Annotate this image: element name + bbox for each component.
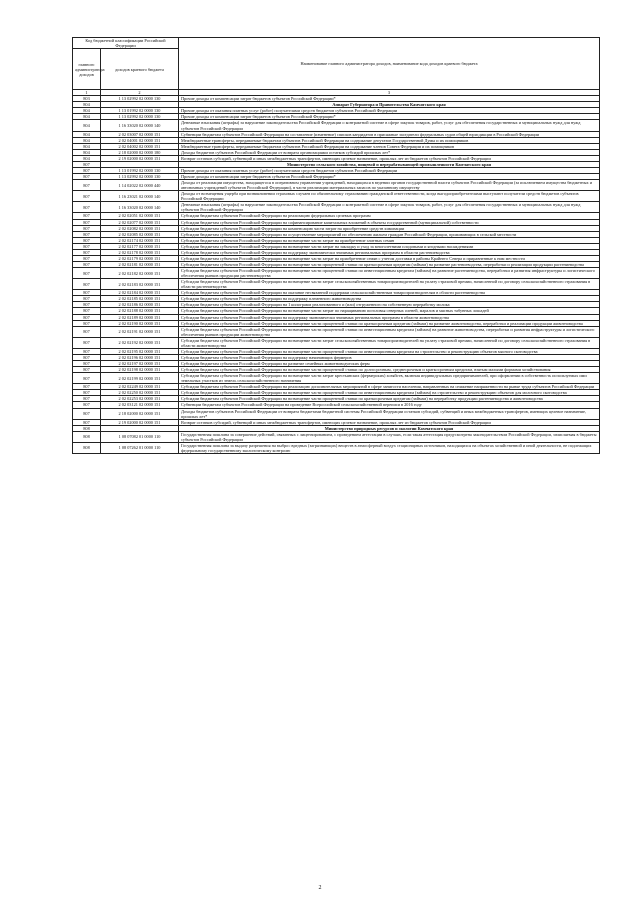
- table-row: [73, 348, 600, 354]
- revenue-code-cell: 1 14 02022 02 0000 440: [101, 180, 179, 191]
- admin-code-cell: 803: [73, 96, 101, 102]
- admin-code-cell: 807: [73, 361, 101, 367]
- page-number: 2: [318, 885, 322, 891]
- admin-code-cell: 804: [73, 108, 101, 114]
- table-row: [73, 337, 600, 348]
- admin-code-cell: 807: [73, 354, 101, 360]
- revenue-code-cell: 1 13 02992 02 0000 130: [101, 174, 179, 180]
- revenue-name-cell: Субсидии бюджетам субъектов Российской Федерации на поддержку экономически значимых региональных программ в области животноводства: [179, 314, 600, 320]
- revenue-name-cell: Прочие доходы от компенсации затрат бюджетов субъектов Российской Федерации*: [179, 114, 600, 120]
- table-row: [73, 442, 600, 453]
- revenue-name-cell: Субсидии бюджетам субъектов Российской Федерации на осуществление мероприятий по обеспечению жильем граждан Российской Федерации, проживающих в сельской местности: [179, 231, 600, 237]
- revenue-name-cell: Субсидии бюджетам субъектов Российской Федерации на оказание несвязанной поддержки сельскохозяйственным товаропроизводителям в области растениеводства: [179, 290, 600, 296]
- revenue-name-cell: Прочие доходы от компенсации затрат бюджетов субъектов Российской Федерации*: [179, 174, 600, 180]
- revenue-name-cell: Государственная пошлина за выдачу разрешения на выброс вредных (загрязняющих) веществ в атмосферный воздух стационарных источников, находящихся на объектах хозяйственной и иной деятельности, не подлежащих федеральному государственному экологическому контролю: [179, 442, 600, 453]
- revenue-name-cell: Субсидии бюджетам субъектов Российской Федерации на возмещение части затрат на приобретение элитных семян: [179, 237, 600, 243]
- revenue-code-cell: 2 02 02188 02 0000 151: [101, 308, 179, 314]
- table-row: [73, 408, 600, 419]
- revenue-name-cell: Прочие доходы от оказания платных услуг (работ) получателями средств бюджетов субъектов Российской Федерации: [179, 108, 600, 114]
- revenue-code-cell: 2 02 02191 02 0000 151: [101, 326, 179, 337]
- admin-code-cell: 804: [73, 102, 101, 108]
- revenue-name-cell: Субсидии бюджетам субъектов Российской Федерации на возмещение части процентной ставки по инвестиционным кредитам (займам) на развитие растениеводства, переработки и развития инфраструктуры и логистического обеспечения рынков продукции растениеводства: [179, 268, 600, 279]
- admin-code-cell: 807: [73, 255, 101, 261]
- revenue-name-cell: Субсидии бюджетам субъектов Российской Федерации на возмещение части процентной ставки по краткосрочным кредитам (займам) на развитие животноводства, переработки и реализации продукции животноводства: [179, 320, 600, 326]
- revenue-name-cell: Доходы бюджетов субъектов Российской Федерации от возврата бюджетами бюджетной системы Российской Федерации остатков субсидий, субвенций и иных межбюджетных трансфертов, имеющих целевое назначение, прошлых лет*: [179, 408, 600, 419]
- revenue-code-cell: 2 02 04001 02 0000 151: [101, 137, 179, 143]
- admin-code-cell: 804: [73, 120, 101, 131]
- revenue-code-cell: 2 02 02198 02 0000 151: [101, 367, 179, 373]
- revenue-name-cell: Субсидии бюджетам субъектов Российской Федерации на возмещение части затрат по наращиванию поголовья северных оленей, маралов и мясных табунных лошадей: [179, 308, 600, 314]
- revenue-name-cell: Межбюджетные трансферты, передаваемые бюджетам субъектов Российской Федерации на содержание членов Совета Федерации и их помощников: [179, 143, 600, 149]
- revenue-name-cell: Субсидии бюджетам субъектов Российской Федерации на компенсацию части затрат на приобретение средств химизации: [179, 225, 600, 231]
- revenue-code-cell: 2 18 02000 02 0000 180: [101, 149, 179, 155]
- revenue-code-cell: 1 13 01992 02 0000 130: [101, 108, 179, 114]
- revenue-code-cell: 2 02 02181 02 0000 151: [101, 261, 179, 267]
- admin-code-cell: 807: [73, 367, 101, 373]
- table-row: [73, 202, 600, 213]
- revenue-code-cell: 2 02 02253 02 0000 151: [101, 396, 179, 402]
- revenue-code-cell: 2 02 03121 02 0000 151: [101, 402, 179, 408]
- admin-code-cell: 807: [73, 296, 101, 302]
- admin-code-cell: 807: [73, 174, 101, 180]
- admin-code-cell: 807: [73, 320, 101, 326]
- admin-code-cell: 804: [73, 137, 101, 143]
- table-row: [73, 131, 600, 137]
- revenue-name-cell: Субсидии бюджетам субъектов Российской Федерации на 1 килограмм реализованного и (или) отгруженного на собственную переработку молока: [179, 302, 600, 308]
- revenue-code-cell: 2 02 02185 02 0000 151: [101, 296, 179, 302]
- column-number-2: 2: [101, 90, 179, 96]
- revenue-code-cell: 2 02 02177 02 0000 151: [101, 243, 179, 249]
- header-group-row: [73, 38, 600, 49]
- revenue-code-cell: 1 16 33020 02 0000 140: [101, 202, 179, 213]
- revenue-code-cell: 2 02 02199 02 0000 151: [101, 373, 179, 384]
- revenue-code-cell: 2 02 02178 02 0000 151: [101, 249, 179, 255]
- revenue-name-cell: Возврат остатков субсидий, субвенций и иных межбюджетных трансфертов, имеющих целевое назначение, прошлых лет из бюджетов субъектов Российской Федерации: [179, 155, 600, 161]
- table-row: [73, 396, 600, 402]
- revenue-code-cell: 2 02 02085 02 0000 151: [101, 231, 179, 237]
- revenue-name-cell: Субвенции бюджетам субъектов Российской Федерации на составление (изменение) списков кандидатов в присяжные заседатели федеральных судов общей юрисдикции в Российской Федерации: [179, 131, 600, 137]
- revenue-code-cell: 1 13 01992 02 0000 130: [101, 167, 179, 173]
- revenue-name-cell: Аппарат Губернатора и Правительства Камчатского края: [179, 102, 600, 108]
- revenue-name-cell: Прочие доходы от оказания платных услуг (работ) получателями средств бюджетов субъектов Российской Федерации: [179, 167, 600, 173]
- revenue-code-cell: 2 02 02189 02 0000 151: [101, 314, 179, 320]
- revenue-name-cell: Субсидии бюджетам субъектов Российской Федерации на возмещение части затрат на приобретение семян с учетом доставки в районы Крайнего Севера и приравненные к ним местности: [179, 255, 600, 261]
- admin-code-cell: 808: [73, 425, 101, 431]
- admin-code-cell: 807: [73, 390, 101, 396]
- admin-code-cell: 807: [73, 202, 101, 213]
- revenue-code-cell: 2 02 03007 02 0000 151: [101, 131, 179, 137]
- revenue-name-cell: Субсидии бюджетам субъектов Российской Федерации на возмещение части процентной ставки по долгосрочным, среднесрочным и краткосрочным кредитам, взятым малыми формами хозяйствования: [179, 367, 600, 373]
- revenue-code-cell: 2 02 02192 02 0000 151: [101, 337, 179, 348]
- admin-code-cell: 807: [73, 419, 101, 425]
- revenue-name-cell: Субсидии бюджетам субъектов Российской Федерации на возмещение части затрат крестьянских (фермерских) хозяйств, включая индивидуальных предпринимателей, при оформлении в собственность используемых ими земельных участков из земель сельскохозяйственного назначения: [179, 373, 600, 384]
- admin-code-cell: 807: [73, 231, 101, 237]
- table-row: [73, 431, 600, 442]
- admin-code-cell: 807: [73, 249, 101, 255]
- revenue-name-cell: Государственная пошлина за совершение действий, связанных с лицензированием, с проведением аттестации в случаях, если такая аттестация предусмотрена законодательством Российской Федерации, зачисляемая в бюджеты субъектов Российской Федерации: [179, 431, 600, 442]
- revenue-name-cell: Субсидии бюджетам субъектов Российской Федерации на реализацию федеральных целевых программ: [179, 213, 600, 219]
- admin-code-cell: 807: [73, 384, 101, 390]
- revenue-name-cell: Субсидии бюджетам субъектов Российской Федерации на возмещение части затрат сельскохозяйственных товаропроизводителей на уплату страховой премии, начисленной по договору сельскохозяйственного страхования в области растениеводства: [179, 279, 600, 290]
- revenue-name-cell: Доходы бюджетов субъектов Российской Федерации от возврата организациями остатков субсидий прошлых лет*: [179, 149, 600, 155]
- admin-code-cell: 807: [73, 396, 101, 402]
- revenue-name-cell: Субсидии бюджетам субъектов Российской Федерации на развитие семейных животноводческих ферм: [179, 361, 600, 367]
- revenue-code-cell: 1 08 07082 01 0000 110: [101, 431, 179, 442]
- revenue-name-cell: Субсидии бюджетам субъектов Российской Федерации на возмещение части процентной ставки по краткосрочным кредитам (займам) на развитие растениеводства, переработки и реализации продукции растениеводства: [179, 261, 600, 267]
- table-row: [73, 255, 600, 261]
- table-row: [73, 279, 600, 290]
- admin-code-cell: 807: [73, 180, 101, 191]
- revenue-name-cell: Субсидии бюджетам субъектов Российской Федерации на реализацию дополнительных мероприятий в сфере занятости населения, направленных на снижение напряженности на рынке труда субъектов Российской Федерации: [179, 384, 600, 390]
- revenue-code-cell: 2 02 02174 02 0000 151: [101, 237, 179, 243]
- revenue-code-cell: 2 19 02000 02 0000 151: [101, 155, 179, 161]
- admin-code-cell: 804: [73, 149, 101, 155]
- revenue-code-cell: 1 16 23021 02 0000 140: [101, 191, 179, 202]
- revenue-code-cell: 2 02 02082 02 0000 151: [101, 225, 179, 231]
- revenue-name-cell: Министерство природных ресурсов и экологии Камчатского края: [179, 425, 600, 431]
- admin-code-cell: 807: [73, 348, 101, 354]
- revenue-name-cell: Межбюджетные трансферты, передаваемые бюджетам субъектов Российской Федерации на содержание депутатов Государственной Думы и их помощников: [179, 137, 600, 143]
- admin-code-cell: 807: [73, 314, 101, 320]
- revenue-name-cell: Субсидии бюджетам субъектов Российской Федерации на возмещение части процентной ставки по инвестиционным кредитам (займам) на строительство и реконструкцию объектов для молочного скотоводства: [179, 390, 600, 396]
- admin-code-cell: 807: [73, 167, 101, 173]
- admin-code-cell: 808: [73, 442, 101, 453]
- revenue-codes-table: [72, 37, 600, 454]
- revenue-code-cell: 2 02 02249 02 0000 151: [101, 384, 179, 390]
- admin-code-cell: 807: [73, 290, 101, 296]
- table-row: [73, 191, 600, 202]
- table-row: [73, 326, 600, 337]
- revenue-name-cell: Субсидии бюджетам субъектов Российской Федерации на возмещение части затрат на закладку и уход за многолетними плодовыми и ягодными насаждениями: [179, 243, 600, 249]
- revenue-code-cell: 2 02 02051 02 0000 151: [101, 213, 179, 219]
- revenue-code-cell: 1 13 02992 02 0000 130: [101, 114, 179, 120]
- revenue-code-cell: 2 18 02000 02 0000 151: [101, 408, 179, 419]
- revenue-name-cell: Субсидии бюджетам субъектов Российской Федерации на возмещение части процентной ставки по краткосрочным кредитам (займам) на переработку продукции растениеводства и животноводства: [179, 396, 600, 402]
- admin-code-cell: 807: [73, 261, 101, 267]
- admin-code-cell: 807: [73, 302, 101, 308]
- column-number-3: 3: [179, 90, 600, 96]
- column-number-1: 1: [73, 90, 101, 96]
- revenue-name-cell: Субсидии бюджетам субъектов Российской Федерации на софинансирование капитальных вложений в объекты государственной (муниципальной) собственности: [179, 219, 600, 225]
- revenue-name-cell: Субсидии бюджетам субъектов Российской Федерации на возмещение части затрат сельскохозяйственных товаропроизводителей на уплату страховой премии, начисленной по договору сельскохозяйственного страхования в области животноводства: [179, 337, 600, 348]
- table-row: [73, 120, 600, 131]
- revenue-name-cell: Доходы от реализации имущества, находящегося в оперативном управлении учреждений, находящихся в ведении органов государственной власти субъектов Российской Федерации (за исключением имущества бюджетных и автономных учреждений субъектов Российской Федерации), в части реализации материальных запасов по указанному имуществу: [179, 180, 600, 191]
- revenue-code-cell: 2 19 02000 02 0000 151: [101, 419, 179, 425]
- admin-code-cell: 804: [73, 131, 101, 137]
- revenue-name-cell: Денежные взыскания (штрафы) за нарушение законодательства Российской Федерации о контрактной системе в сфере закупок товаров, работ, услуг для обеспечения государственных и муниципальных нужд для нужд субъектов Российской Федерации: [179, 202, 600, 213]
- revenue-code-cell: 1 13 02992 02 0000 130: [101, 96, 179, 102]
- table-row: [73, 384, 600, 390]
- admin-code-cell: 807: [73, 408, 101, 419]
- revenue-name-cell: Субсидии бюджетам субъектов Российской Федерации на возмещение части процентной ставки по инвестиционным кредитам на строительство и реконструкцию объектов мясного скотоводства: [179, 348, 600, 354]
- admin-code-cell: 807: [73, 161, 101, 167]
- revenue-code-cell: 2 02 02184 02 0000 151: [101, 290, 179, 296]
- revenue-code-cell: 2 02 02183 02 0000 151: [101, 279, 179, 290]
- admin-code-cell: 807: [73, 191, 101, 202]
- admin-code-cell: 807: [73, 373, 101, 384]
- revenue-name-cell: Субвенции бюджетам субъектов Российской Федерации на проведение Всероссийской сельскохозяйственной переписи в 2016 году: [179, 402, 600, 408]
- revenue-code-cell: 2 02 02197 02 0000 151: [101, 361, 179, 367]
- header-code-column: доходов краевого бюджета: [101, 49, 179, 90]
- revenue-code-cell: 1 08 07262 01 0000 110: [101, 442, 179, 453]
- table-row: [73, 268, 600, 279]
- admin-code-cell: 804: [73, 114, 101, 120]
- table-row: [73, 367, 600, 373]
- revenue-code-cell: 2 02 02190 02 0000 151: [101, 320, 179, 326]
- revenue-name-cell: Доходы от возмещения ущерба при возникновении страховых случаев по обязательному страхованию гражданской ответственности, когда выгодоприобретателями выступают получатели средств бюджетов субъектов Российской Федерации: [179, 191, 600, 202]
- revenue-name-cell: Министерство сельского хозяйства, пищевой и перерабатывающей промышленности Камчатского края: [179, 161, 600, 167]
- admin-code-cell: 807: [73, 308, 101, 314]
- revenue-name-cell: Субсидии бюджетам субъектов Российской Федерации на возмещение части процентной ставки по инвестиционным кредитам (займам) на развитие животноводства, переработки и развития инфраструктуры и логистического обеспечения рынков продукции животноводства: [179, 326, 600, 337]
- revenue-code-cell: 2 02 02250 02 0000 151: [101, 390, 179, 396]
- revenue-name-cell: Субсидии бюджетам субъектов Российской Федерации на поддержку племенного животноводства: [179, 296, 600, 302]
- revenue-name-cell: Денежные взыскания (штрафы) за нарушение законодательства Российской Федерации о контрактной системе в сфере закупок товаров, работ, услуг для обеспечения государственных и муниципальных нужд для нужд субъектов Российской Федерации: [179, 120, 600, 131]
- revenue-code-cell: 2 02 04002 02 0000 151: [101, 143, 179, 149]
- table-row: [73, 320, 600, 326]
- admin-code-cell: 808: [73, 431, 101, 442]
- admin-code-cell: 807: [73, 219, 101, 225]
- admin-code-cell: 804: [73, 143, 101, 149]
- header-admin-column: главного администратора доходов: [73, 49, 101, 90]
- admin-code-cell: 807: [73, 225, 101, 231]
- revenue-code-cell: 2 02 02196 02 0000 151: [101, 354, 179, 360]
- revenue-name-cell: Прочие доходы от компенсации затрат бюджетов субъектов Российской Федерации*: [179, 96, 600, 102]
- revenue-code-cell: 2 02 02179 02 0000 151: [101, 255, 179, 261]
- table-row: [73, 373, 600, 384]
- revenue-name-cell: Субсидии бюджетам субъектов Российской Федерации на поддержку начинающих фермеров: [179, 354, 600, 360]
- admin-code-cell: 807: [73, 268, 101, 279]
- admin-code-cell: 807: [73, 213, 101, 219]
- table-row: [73, 261, 600, 267]
- table-row: [73, 390, 600, 396]
- revenue-name-cell: Субсидии бюджетам субъектов Российской Федерации на поддержку экономически значимых региональных программ в области растениеводства: [179, 249, 600, 255]
- admin-code-cell: 807: [73, 326, 101, 337]
- header-name-column: Наименование главного администратора доходов, наименование кода доходов краевого бюджета: [179, 38, 600, 90]
- revenue-name-cell: Возврат остатков субсидий, субвенций и иных межбюджетных трансфертов, имеющих целевое назначение, прошлых лет из бюджетов субъектов Российской Федерации: [179, 419, 600, 425]
- revenue-code-cell: 1 16 33020 02 0000 140: [101, 120, 179, 131]
- admin-code-cell: 804: [73, 155, 101, 161]
- revenue-code-cell: 2 02 02186 02 0000 151: [101, 302, 179, 308]
- admin-code-cell: 807: [73, 337, 101, 348]
- header-group-title: Код бюджетной классификации Российской Федерации: [73, 38, 179, 49]
- admin-code-cell: 807: [73, 237, 101, 243]
- revenue-code-cell: 2 02 02077 02 0000 151: [101, 219, 179, 225]
- admin-code-cell: 807: [73, 279, 101, 290]
- revenue-code-cell: 2 02 02195 02 0000 151: [101, 348, 179, 354]
- revenue-code-cell: 2 02 02182 02 0000 151: [101, 268, 179, 279]
- admin-code-cell: 807: [73, 402, 101, 408]
- admin-code-cell: 807: [73, 243, 101, 249]
- table-row: [73, 180, 600, 191]
